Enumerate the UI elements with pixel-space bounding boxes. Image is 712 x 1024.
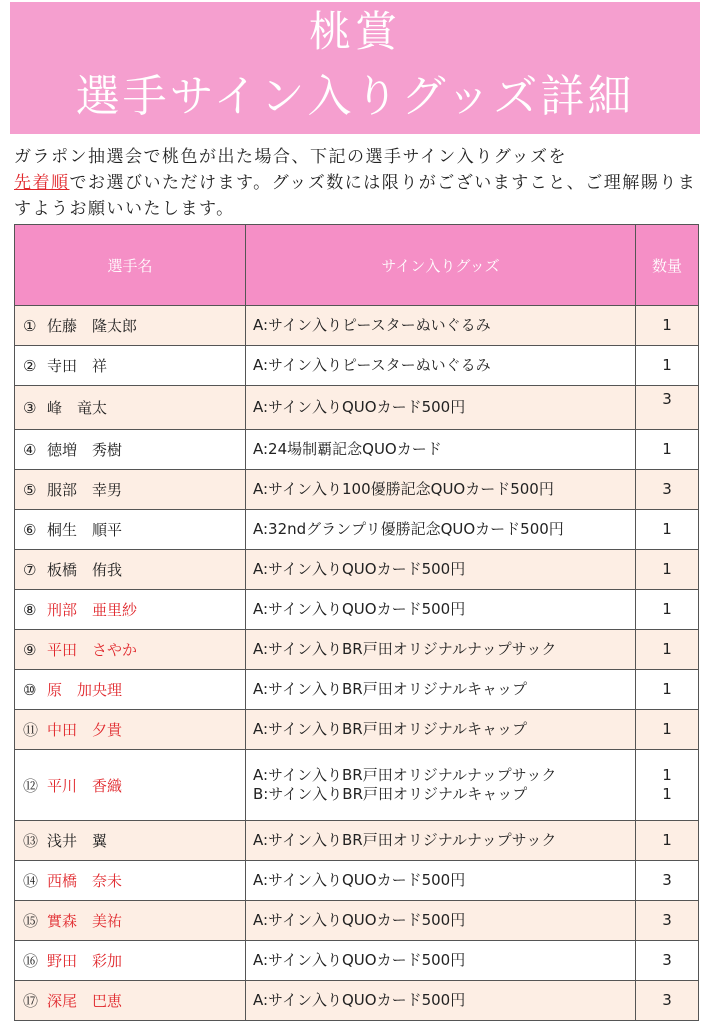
goods-item: A:サイン入りQUOカード500円: [253, 560, 466, 578]
goods-item: A:サイン入り100優勝記念QUOカード500円: [253, 480, 554, 498]
goods-table: [14, 224, 699, 1021]
player-number: ④: [23, 441, 37, 459]
qty-value: 1: [662, 831, 672, 849]
player-number: ⑯: [23, 952, 39, 970]
qty-cell: [636, 861, 699, 901]
player-number: ⑬: [23, 832, 39, 850]
qty-cell: [636, 630, 699, 670]
goods-item: A:サイン入りピースターぬいぐるみ: [253, 356, 491, 374]
player-name: 峰 竜太: [47, 399, 108, 417]
qty-value: 1: [662, 440, 672, 458]
player-name: 板橋 侑我: [47, 561, 123, 579]
player-cell: [15, 430, 246, 470]
player-cell: [15, 346, 246, 386]
goods-item: A:サイン入りQUOカード500円: [253, 398, 466, 416]
header-player: 選手名: [15, 225, 246, 306]
player-cell: [15, 510, 246, 550]
player-name: 野田 彩加: [47, 952, 123, 970]
goods-cell: [246, 430, 636, 470]
player-number: ⑥: [23, 521, 37, 539]
player-name: 平田 さやか: [47, 641, 138, 659]
goods-item: B:サイン入りBR戸田オリジナルキャップ: [253, 785, 528, 803]
qty-cell: [636, 510, 699, 550]
qty-value: 1: [662, 316, 672, 334]
goods-cell: [246, 710, 636, 750]
intro-part2: でお選びいただけます。グッズ数には限りがございますこと、ご理解賜りますようお願いいたします。: [14, 173, 697, 219]
goods-cell: [246, 861, 636, 901]
goods-cell: [246, 306, 636, 346]
qty-value: 1: [662, 640, 672, 658]
qty-value: 3: [662, 480, 672, 498]
qty-value: 1: [662, 560, 672, 578]
table-row: [15, 901, 699, 941]
qty-cell: [636, 386, 699, 430]
table-row: [15, 430, 699, 470]
goods-item: A:サイン入りBR戸田オリジナルナップサック: [253, 766, 557, 784]
player-cell: [15, 821, 246, 861]
title-banner: [10, 2, 700, 134]
player-cell: [15, 670, 246, 710]
player-name: 原 加央理: [47, 681, 123, 699]
qty-value: 1: [662, 520, 672, 538]
player-name: 刑部 亜里紗: [47, 601, 138, 619]
player-number: ⑧: [23, 601, 37, 619]
player-number: ⑪: [23, 721, 39, 739]
qty-value: 3: [662, 911, 672, 929]
qty-value: 3: [662, 871, 672, 889]
qty-cell: [636, 941, 699, 981]
qty-cell: [636, 750, 699, 821]
player-number: ⑩: [23, 681, 37, 699]
player-cell: [15, 901, 246, 941]
table-row: [15, 470, 699, 510]
player-number: ⑦: [23, 561, 37, 579]
goods-cell: [246, 346, 636, 386]
intro-text: [14, 144, 704, 222]
header-qty: 数量: [636, 225, 699, 306]
table-row: [15, 941, 699, 981]
player-name: 平川 香織: [47, 776, 123, 795]
table-row: [15, 510, 699, 550]
goods-cell: [246, 821, 636, 861]
table-header-row: [15, 225, 699, 306]
goods-cell: [246, 981, 636, 1021]
table-row: [15, 821, 699, 861]
player-cell: [15, 861, 246, 901]
player-cell: [15, 630, 246, 670]
qty-cell: [636, 346, 699, 386]
intro-part1: ガラポン抽選会で桃色が出た場合、下記の選手サイン入りグッズを: [14, 147, 567, 167]
goods-item: A:サイン入りBR戸田オリジナルナップサック: [253, 831, 557, 849]
player-name: 徳増 秀樹: [47, 441, 123, 459]
page-title: 桃賞: [308, 7, 401, 56]
table-row: [15, 861, 699, 901]
goods-item: A:サイン入りピースターぬいぐるみ: [253, 316, 491, 334]
qty-value: 1: [662, 766, 672, 784]
goods-cell: [246, 470, 636, 510]
player-number: ⑮: [23, 912, 39, 930]
goods-item: A:サイン入りBR戸田オリジナルナップサック: [253, 640, 557, 658]
player-name: 服部 幸男: [47, 481, 123, 499]
player-number: ⑰: [23, 992, 39, 1010]
table-row: [15, 550, 699, 590]
player-name: 實森 美祐: [47, 912, 123, 930]
player-name: 中田 夕貴: [47, 721, 123, 739]
player-cell: [15, 750, 246, 821]
goods-item: A:サイン入りQUOカード500円: [253, 600, 466, 618]
goods-item: A:32ndグランプリ優勝記念QUOカード500円: [253, 520, 564, 538]
player-name: 深尾 巴恵: [47, 992, 123, 1010]
table-row: [15, 590, 699, 630]
goods-cell: [246, 550, 636, 590]
table-row: [15, 306, 699, 346]
table-row: [15, 630, 699, 670]
table-row: [15, 386, 699, 430]
table-row: [15, 981, 699, 1021]
player-number: ①: [23, 317, 37, 335]
player-cell: [15, 941, 246, 981]
player-cell: [15, 306, 246, 346]
goods-item: A:サイン入りQUOカード500円: [253, 911, 466, 929]
header-goods: サイン入りグッズ: [246, 225, 636, 306]
qty-cell: [636, 550, 699, 590]
player-number: ⑤: [23, 481, 37, 499]
qty-cell: [636, 430, 699, 470]
player-name: 桐生 順平: [47, 521, 123, 539]
goods-item: A:24場制覇記念QUOカード: [253, 440, 442, 458]
player-number: ②: [23, 357, 37, 375]
player-number: ⑫: [23, 776, 39, 795]
goods-item: A:サイン入りBR戸田オリジナルキャップ: [253, 680, 527, 698]
qty-cell: [636, 306, 699, 346]
qty-cell: [636, 710, 699, 750]
goods-item: A:サイン入りQUOカード500円: [253, 951, 466, 969]
table-row: [15, 750, 699, 821]
player-cell: [15, 981, 246, 1021]
player-number: ⑭: [23, 872, 39, 890]
qty-cell: [636, 981, 699, 1021]
goods-cell: [246, 901, 636, 941]
player-number: ⑨: [23, 641, 37, 659]
qty-cell: [636, 670, 699, 710]
page-subtitle: 選手サイン入りグッズ詳細: [75, 71, 635, 122]
goods-cell: [246, 510, 636, 550]
goods-cell: [246, 941, 636, 981]
qty-value: 1: [662, 356, 672, 374]
goods-item: A:サイン入りQUOカード500円: [253, 991, 466, 1009]
qty-value: 1: [662, 680, 672, 698]
player-name: 西橋 奈未: [47, 872, 123, 890]
goods-cell: [246, 670, 636, 710]
player-name: 浅井 翼: [47, 832, 108, 850]
qty-cell: [636, 821, 699, 861]
qty-value: 1: [662, 720, 672, 738]
player-name: 寺田 祥: [47, 357, 108, 375]
qty-cell: [636, 901, 699, 941]
goods-item: A:サイン入りQUOカード500円: [253, 871, 466, 889]
player-cell: [15, 470, 246, 510]
player-cell: [15, 590, 246, 630]
qty-cell: [636, 590, 699, 630]
table-row: [15, 710, 699, 750]
player-name: 佐藤 隆太郎: [47, 317, 138, 335]
qty-cell: [636, 470, 699, 510]
table-row: [15, 670, 699, 710]
player-cell: [15, 710, 246, 750]
qty-value: 3: [662, 390, 672, 408]
goods-item: A:サイン入りBR戸田オリジナルキャップ: [253, 720, 527, 738]
table-row: [15, 346, 699, 386]
goods-cell: [246, 386, 636, 430]
goods-cell: [246, 750, 636, 821]
player-cell: [15, 550, 246, 590]
qty-value: 1: [662, 785, 672, 803]
goods-cell: [246, 630, 636, 670]
goods-cell: [246, 590, 636, 630]
intro-highlight: 先着順: [14, 173, 70, 193]
qty-value: 3: [662, 951, 672, 969]
qty-value: 1: [662, 600, 672, 618]
player-number: ③: [23, 399, 37, 417]
player-cell: [15, 386, 246, 430]
qty-value: 3: [662, 991, 672, 1009]
